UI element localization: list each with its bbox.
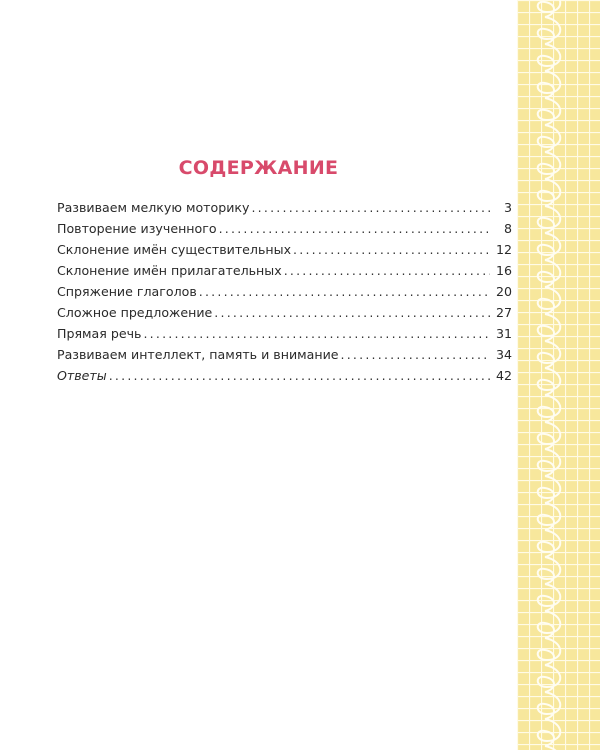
decorative-yellow-strip	[517, 0, 600, 750]
dot-leader	[143, 326, 490, 341]
toc-entry[interactable]	[57, 263, 512, 284]
toc-entry[interactable]	[57, 326, 512, 347]
dot-leader	[293, 242, 490, 257]
toc-entry[interactable]	[57, 200, 512, 221]
page-title: СОДЕРЖАНИЕ	[178, 157, 339, 179]
dot-leader	[284, 263, 490, 278]
toc-entry-page: 12	[495, 242, 512, 257]
dot-leader	[341, 347, 490, 362]
toc-entry-label: Развиваем интеллект, память и внимание	[57, 347, 339, 362]
dot-leader	[251, 200, 490, 215]
dot-leader	[219, 221, 490, 236]
toc-entry-label: Склонение имён прилагательных	[57, 263, 282, 278]
toc-entry-label: Спряжение глаголов	[57, 284, 197, 299]
toc-entry[interactable]	[57, 221, 512, 242]
toc-entry-page: 20	[495, 284, 512, 299]
toc-entry-label: Склонение имён существительных	[57, 242, 292, 257]
toc-entry-label: Повторение изученного	[57, 221, 217, 236]
toc-entry[interactable]	[57, 368, 512, 389]
toc-entry-label: Сложное предложение	[57, 305, 213, 320]
toc-entry-page: 31	[495, 326, 512, 341]
toc-entry[interactable]	[57, 305, 512, 326]
toc-entry[interactable]	[57, 242, 512, 263]
toc-entry-page: 42	[495, 368, 512, 383]
toc-entry-page: 16	[495, 263, 512, 278]
toc-entry-page: 34	[495, 347, 512, 362]
toc-entry-label: Развиваем мелкую моторику	[57, 200, 250, 215]
toc-entry-page: 3	[503, 200, 512, 215]
table-of-contents	[57, 200, 512, 389]
toc-entry[interactable]	[57, 347, 512, 368]
toc-entry-label: Прямая речь	[57, 326, 142, 341]
dot-leader	[199, 284, 490, 299]
dot-leader	[214, 305, 490, 320]
toc-entry-label: Ответы	[57, 368, 107, 383]
toc-entry-page: 27	[495, 305, 512, 320]
toc-entry-page: 8	[503, 221, 512, 236]
toc-entry[interactable]	[57, 284, 512, 305]
dot-leader	[109, 368, 490, 383]
